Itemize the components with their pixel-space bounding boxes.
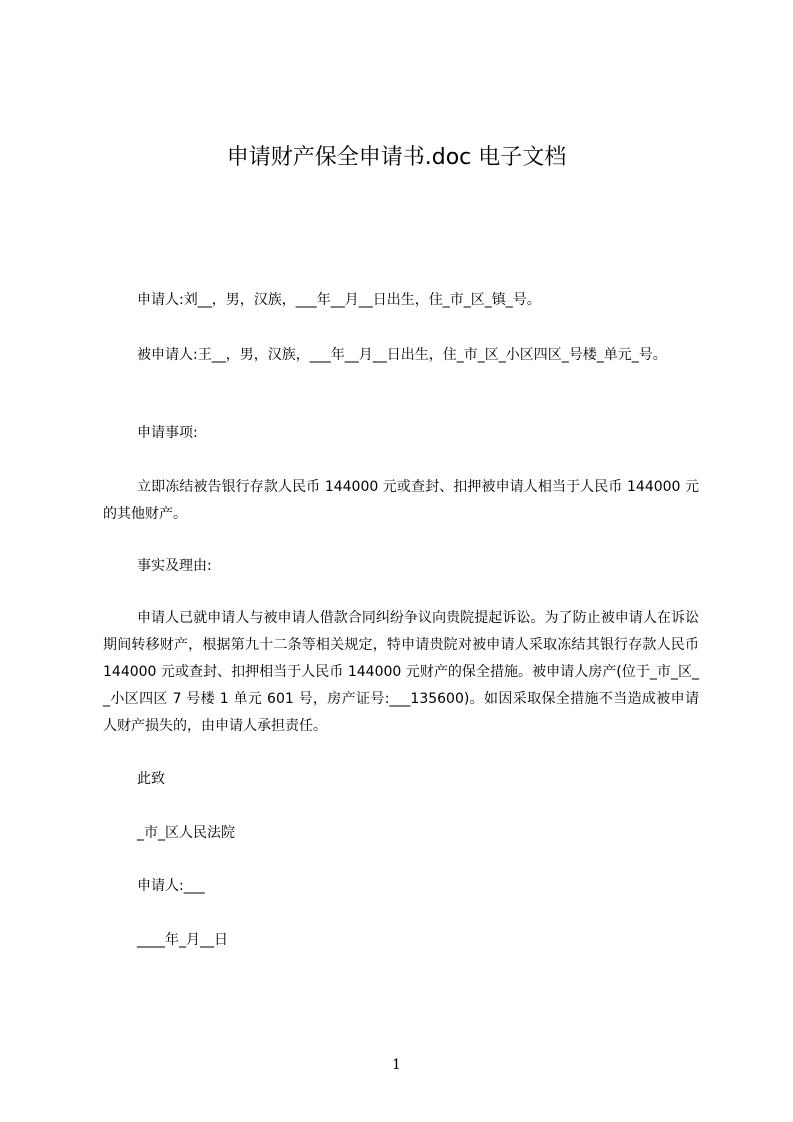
- closing-salutation: 此致: [137, 771, 165, 787]
- applicant-paragraph: 申请人:刘__，男，汉族，___年__月__日出生，住_市_区_镇_号。: [137, 292, 541, 308]
- request-items-heading: 申请事项:: [137, 425, 198, 441]
- respondent-paragraph: 被申请人:王__，男，汉族，___年__月__日出生，住_市_区_小区四区_号楼_单元_号。: [137, 347, 667, 363]
- request-items-paragraph: 立即冻结被告银行存款人民币 144000 元或查封、扣押被申请人相当于人民币 144000 元的其他财产。: [103, 479, 699, 522]
- page-number: 1: [392, 1057, 401, 1073]
- facts-reasons-paragraph: 申请人已就申请人与被申请人借款合同纠纷争议向贵院提起诉讼。为了防止被申请人在诉讼期间转移财产，根据第九十二条等相关规定，特申请贵院对被申请人采取冻结其银行存款人民币 144000 元或查封、扣押相当于人民币 144000 元财产的保全措施。被申请人房产(位于_市_区__小区四区 7 号楼 1 单元 601 号，房产证号:___135600)。如因采取保全措施不当造成被申请人财产损失的，由申请人承担责任。: [103, 610, 699, 734]
- court-name: _市_区人民法院: [137, 825, 235, 841]
- facts-reasons-heading: 事实及理由:: [137, 558, 212, 574]
- document-title: 申请财产保全申请书.doc 电子文档: [226, 145, 567, 170]
- signature-date: ____年_月__日: [137, 932, 228, 948]
- applicant-signature: 申请人:___: [137, 878, 205, 894]
